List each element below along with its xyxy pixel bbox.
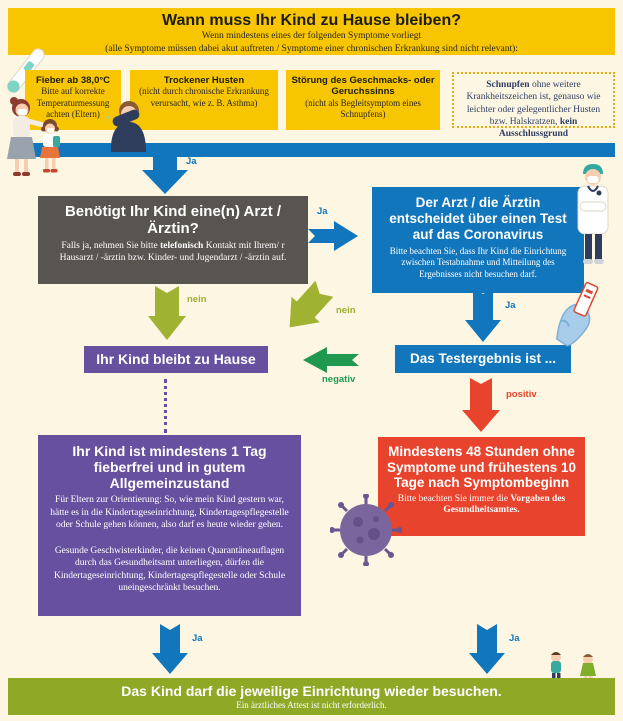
arrow-left-negativ-icon (303, 347, 359, 373)
label-ja-symptoms: Ja (186, 156, 197, 167)
symptom-cough-title: Trockener Husten (163, 75, 245, 86)
label-nein-test: nein (336, 305, 356, 316)
label-ja-doctor: Ja (317, 206, 328, 217)
symptom-box-cough (130, 70, 278, 130)
exception-note-bold-schnupfen: Schnupfen (486, 80, 530, 90)
arrow-right-ja-icon (308, 219, 358, 253)
recovered-body-1: Für Eltern zur Orientierung: So, wie mein Kind gestern war, hätte es in die Kindertageseinrichtung, Kindertagespflegestelle oder Schule gehen können, also darf es heute wieder gehen. (50, 495, 289, 531)
node-return-allowed (8, 678, 615, 715)
label-negativ: negativ (322, 374, 356, 385)
gloved-hand-with-test-illustration (550, 280, 608, 352)
symptom-cough-body: (nicht durch chronische Erkrankung verursacht, wie z. B. Asthma) (139, 86, 269, 108)
node-doctor-question (38, 196, 308, 284)
header (8, 8, 615, 55)
symptom-taste-smell-body: (nicht als Begleitsymptom eines Schnupfens) (305, 97, 421, 120)
dotted-connector (164, 379, 167, 433)
doctor-question-body-bold: telefonisch (160, 240, 204, 251)
doctor-question-body-post: Kontakt mit Ihrem/ r Hausarzt / -ärztin bzw. Kinder- und Jugendarzt / -ärztin auf. (59, 240, 287, 263)
node-positive-case (378, 437, 585, 536)
return-allowed-title: Das Kind darf die jeweilige Einrichtung wieder besuchen. (121, 683, 502, 699)
recovered-title: Ihr Kind ist mindestens 1 Tag fieberfrei und in gutem Allgemeinzustand (72, 443, 267, 492)
label-ja-positive: Ja (509, 633, 520, 644)
header-subtitle-1: Wenn mindestens eines der folgenden Symptome vorliegt (201, 31, 422, 41)
parent-checking-child-temperature-illustration (0, 96, 72, 182)
return-allowed-subtitle: Ein ärztliches Attest ist nicht erforderlich. (236, 700, 387, 710)
label-positiv: positiv (506, 389, 537, 400)
exception-note-body: ohne weitere Krankheitszeichen ist, genauso wie leichter oder gelegentlicher Husten bzw. Halskratzen, (466, 80, 601, 128)
boy-coughing-illustration (102, 100, 152, 154)
positive-case-body (384, 494, 579, 518)
exception-note-text (458, 79, 609, 141)
svg-text:?: ? (105, 115, 110, 124)
symptom-fever-body: Bitte auf korrekte Temperaturmessung achten (Eltern) (36, 86, 110, 119)
symptom-box-taste-smell (286, 70, 440, 130)
node-doctor-decides (372, 187, 584, 293)
arrow-down-positiv-icon (462, 378, 500, 432)
exception-note-bold-kein-ausschlussgrund: kein Ausschlussgrund (498, 117, 578, 140)
label-ja-recovered: Ja (192, 633, 203, 644)
doctor-question-title: Benötigt Ihr Kind eine(n) Arzt / Ärztin? (64, 203, 282, 238)
node-recovered (38, 435, 301, 616)
node-stay-home: Ihr Kind bleibt zu Hause (84, 346, 268, 373)
arrow-down-symptoms-icon (142, 152, 188, 194)
page-title: Wann muss Ihr Kind zu Hause bleiben? (162, 12, 461, 29)
coronavirus-illustration (330, 494, 402, 566)
header-subtitle-2: (alle Symptome müssen dabei akut auftreten / Symptome einer chronischen Erkrankung sind nicht relevant): (105, 43, 518, 54)
arrow-down-ja-test-icon (465, 288, 501, 342)
positive-case-body-bold: Vorgaben des Gesundheitsamtes. (443, 493, 566, 516)
doctor-decides-body: Bitte beachten Sie, dass Ihr Kind die Einrichtung zwischen Testabnahme und Mitteilung des Ergebnisses nicht besuchen darf. (389, 245, 567, 279)
doctor-question-body (46, 240, 300, 265)
doctor-illustration (563, 162, 623, 268)
recovered-body-2: Gesunde Geschwisterkinder, die keinen Quarantäneauflagen durch das Gesundheitsamt unterliegen, dürfen die Kindertageseinrichtung, Kindertagespflegestelle oder Schule uneingeschränkt besuchen. (53, 545, 286, 594)
label-nein-doctor: nein (187, 294, 207, 305)
doctor-question-body-pre: Falls ja, nehmen Sie bitte (61, 240, 161, 251)
doctor-decides-title: Der Arzt / die Ärztin entscheidet über einen Test auf das Coronavirus (389, 195, 567, 243)
arrow-diagonal-nein-icon (275, 276, 338, 340)
arrow-down-ja-recovered-icon (152, 624, 188, 674)
positive-case-title: Mindestens 48 Stunden ohne Symptome und frühestens 10 Tage nach Symptombeginn (386, 444, 577, 491)
label-ja-test: Ja (505, 300, 516, 311)
positive-case-body-pre: Bitte beachten Sie immer die (397, 493, 511, 504)
arrow-down-nein-icon (148, 286, 186, 340)
symptom-fever-title: Fieber ab 38,0°C (35, 75, 111, 86)
exception-note (452, 72, 615, 140)
arrow-down-ja-positive-icon (469, 624, 505, 674)
node-test-result: Das Testergebnis ist ... (395, 345, 571, 373)
symptom-taste-smell-title: Störung des Geschmacks- oder Geruchssinns (291, 75, 435, 98)
